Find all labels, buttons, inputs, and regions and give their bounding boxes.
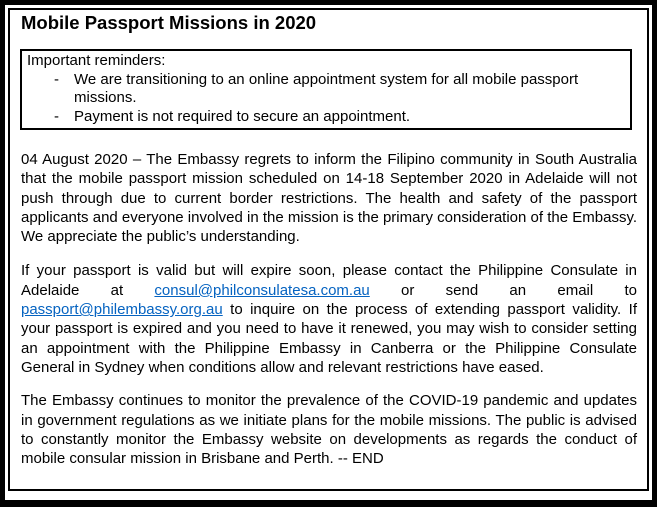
- list-item: [27, 71, 624, 108]
- bullet-dash: -: [54, 70, 59, 88]
- paragraph-contact-text-after: to inquire on the process of extending passport validity. If your passport is expired and you need to have it renewed, you may wish to consider setting an appointment with the Philippine Embassy in Canberra or the Philippine Consulate General in Sydney when conditions allow and relevant restrictions have eased.: [21, 301, 637, 376]
- paragraph-contact-text-before: If your passport is valid but will expire soon, please contact the Philippine Consulate in Adelaide at: [21, 262, 637, 299]
- reminders-header: Important reminders:: [27, 52, 166, 69]
- paragraph-contact-text-middle: or send an email to: [369, 281, 637, 299]
- reminder-item-text: We are transitioning to an online appointment system for all mobile passport missions.: [74, 70, 579, 106]
- paragraph-monitoring-statement: The Embassy continues to monitor the prevalence of the COVID-19 pandemic and updates in government regulations as we initiate plans for the mobile missions. The public is advised to constantly monitor the Embassy website on developments as regards the conduct of mobile consular mission in Brisbane and Perth. -- END: [21, 392, 637, 468]
- paragraph-contact-info: [21, 261, 637, 377]
- list-item: [27, 108, 624, 127]
- document-frame: [8, 8, 649, 491]
- page-title: Mobile Passport Missions in 2020: [21, 12, 317, 33]
- reminders-box: [20, 49, 632, 130]
- reminder-item-text: Payment is not required to secure an appointment.: [74, 107, 411, 125]
- paragraph-cancellation-announcement: 04 August 2020 – The Embassy regrets to inform the Filipino community in South Australia that the mobile passport mission scheduled on 14-18 September 2020 in Adelaide will not push through due to current border restrictions. The health and safety of the passport applicants and everyone involved in the mission is the primary consideration of the Embassy. We appreciate the public’s understanding.: [21, 151, 637, 246]
- bullet-dash: -: [54, 107, 59, 125]
- consulate-email-link[interactable]: consul@philconsulatesa.com.au: [154, 281, 370, 299]
- embassy-email-link[interactable]: passport@philembassy.org.au: [21, 301, 223, 319]
